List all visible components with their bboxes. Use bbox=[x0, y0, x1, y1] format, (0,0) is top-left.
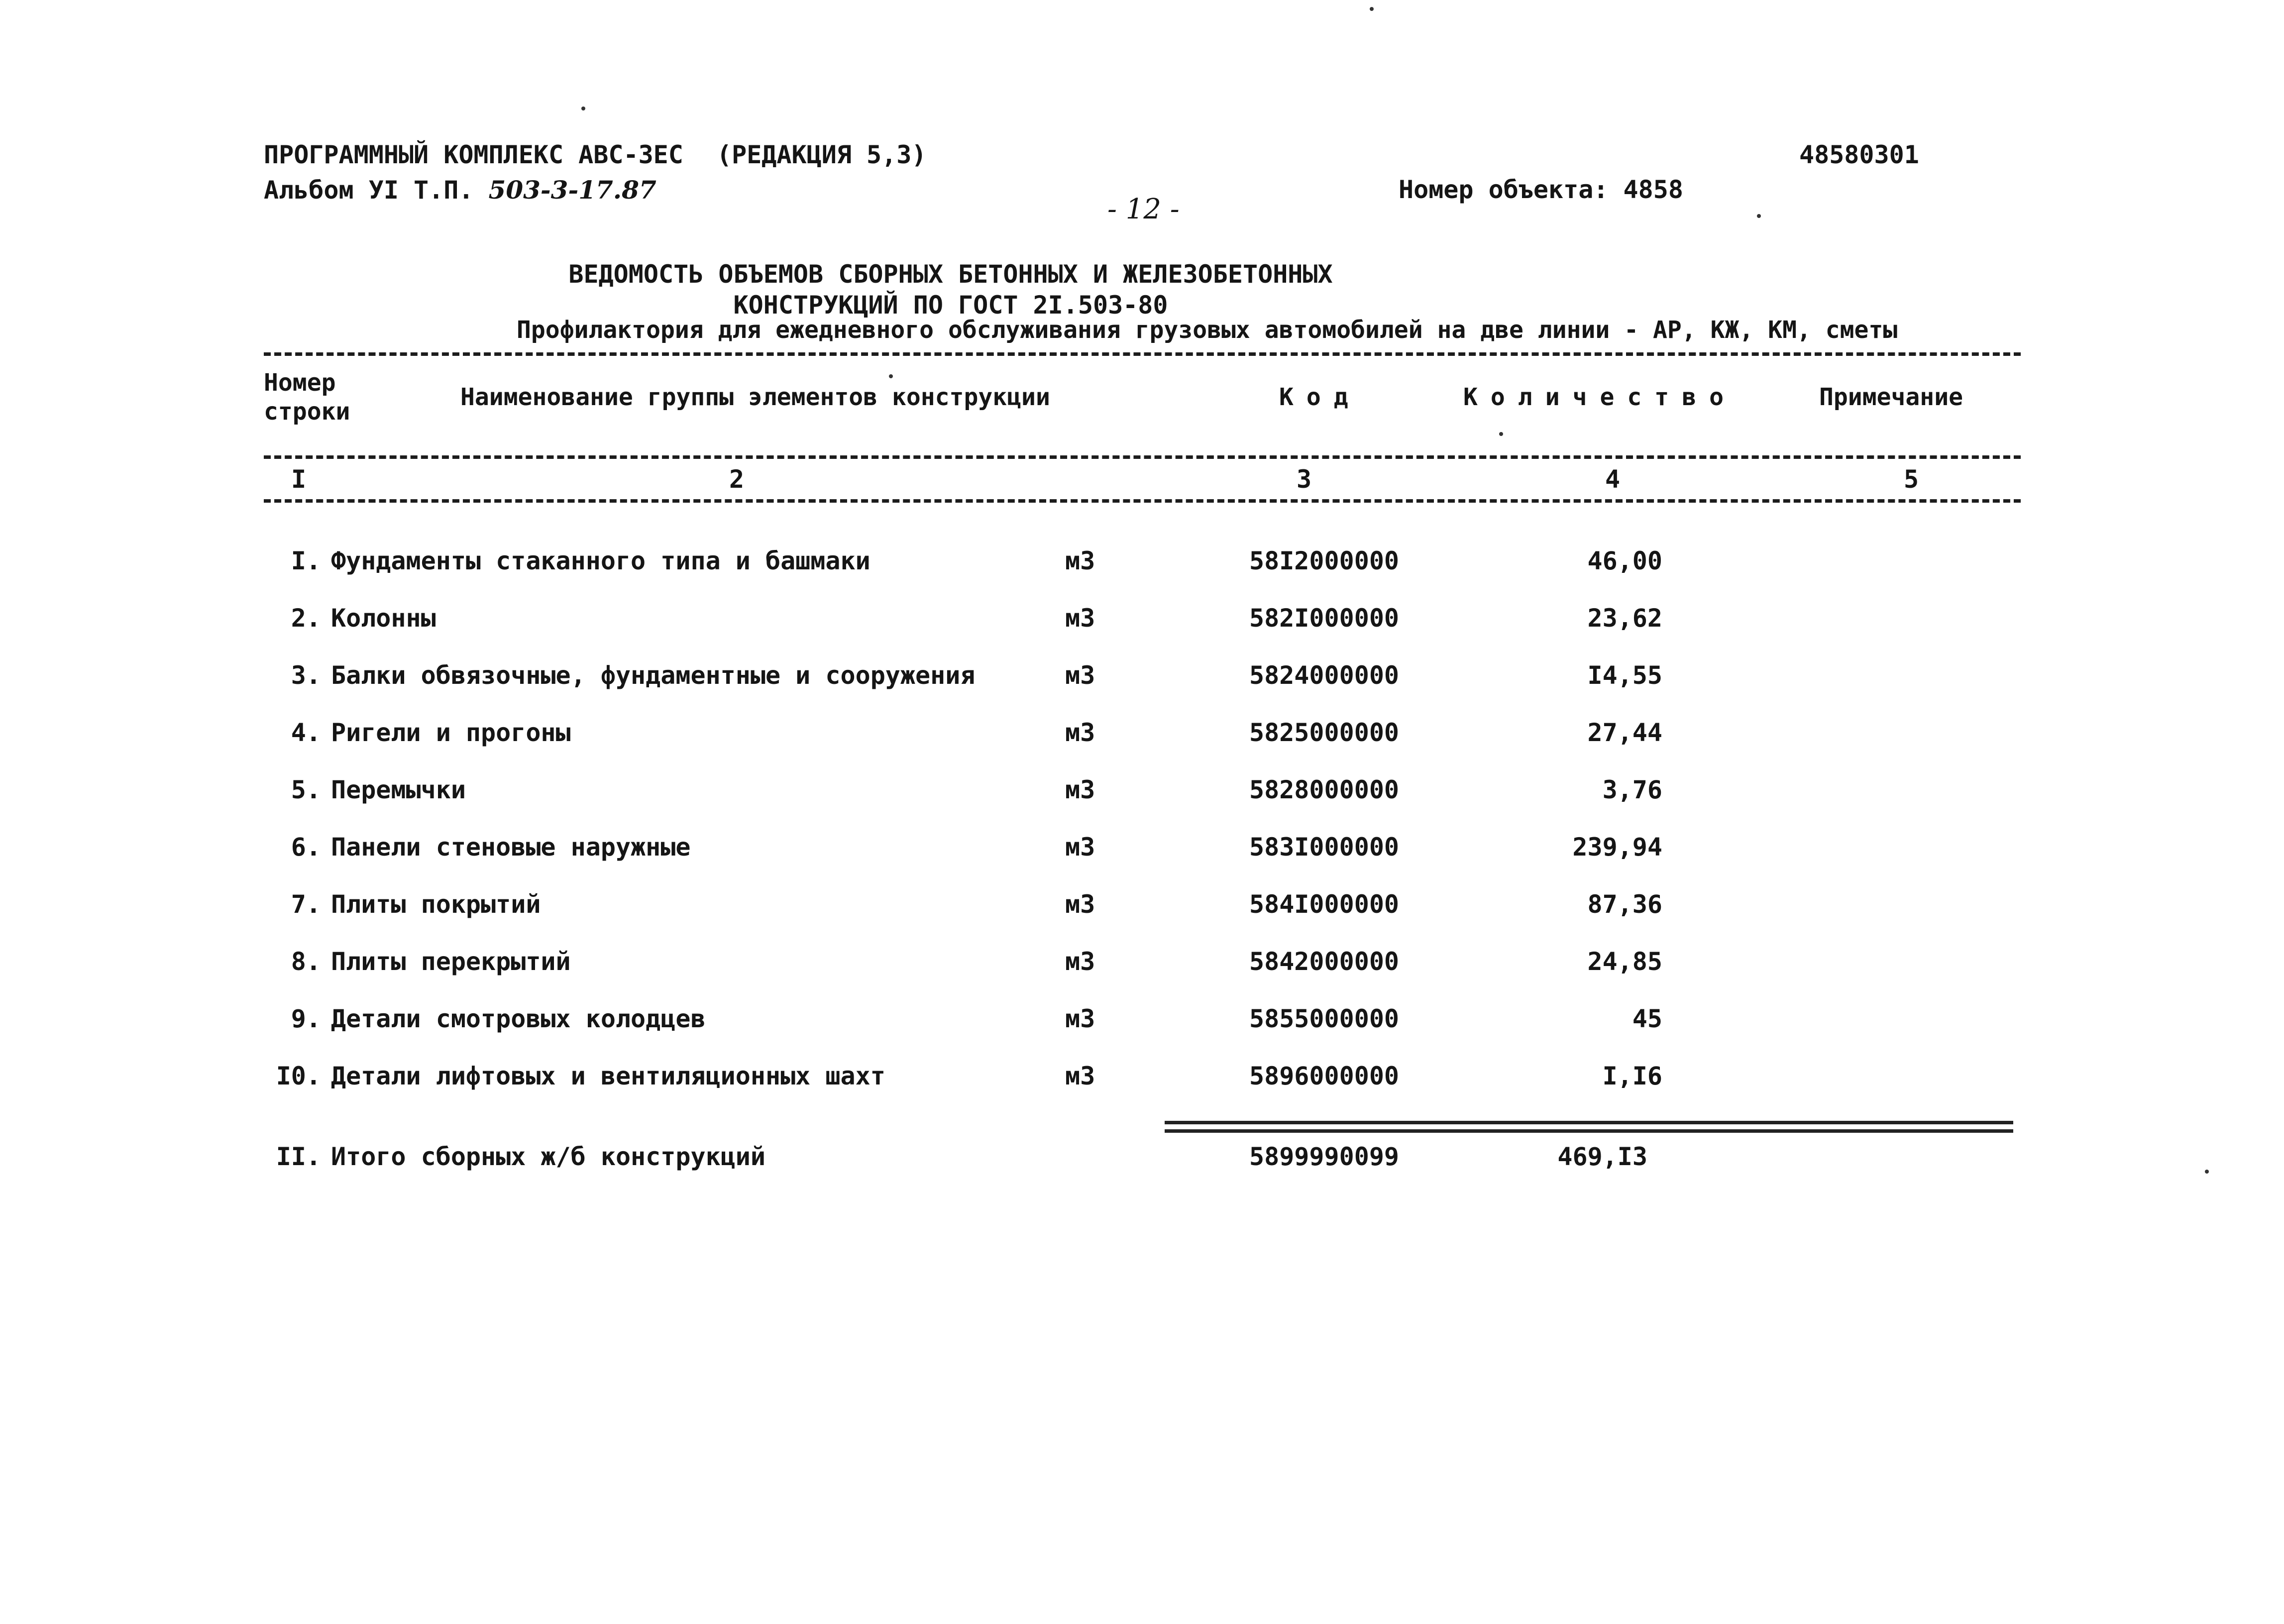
document-code: 48580301 bbox=[1799, 140, 1919, 169]
title-line-2: КОНСТРУКЦИЙ ПО ГОСТ 2I.503-80 bbox=[733, 291, 1168, 320]
header-top-rule bbox=[264, 352, 2021, 356]
row-name: Детали смотровых колодцев bbox=[331, 1004, 706, 1033]
table-row bbox=[0, 661, 2284, 701]
table-row bbox=[0, 1062, 2284, 1101]
col-number-2: 2 bbox=[729, 465, 745, 494]
title-line-1: ВЕДОМОСТЬ ОБЪЕМОВ СБОРНЫХ БЕТОННЫХ И ЖЕЛЕЗОБЕТОННЫХ bbox=[568, 260, 1333, 289]
table-row bbox=[0, 546, 2284, 586]
total-name: Итого сборных ж/б конструкций bbox=[331, 1142, 765, 1171]
row-code: 5824000000 bbox=[1249, 661, 1400, 690]
page-number: - 12 - bbox=[1107, 193, 1180, 225]
col-number-1: I bbox=[291, 465, 307, 494]
col-note: Примечание bbox=[1819, 383, 1963, 411]
row-code: 5842000000 bbox=[1249, 947, 1400, 976]
row-code: 583I000000 bbox=[1249, 833, 1400, 862]
row-number: 8. bbox=[291, 947, 321, 976]
row-code: 582I000000 bbox=[1249, 604, 1400, 633]
row-quantity: 239,94 bbox=[1572, 833, 1662, 862]
row-number: 4. bbox=[291, 718, 321, 747]
table-row bbox=[0, 718, 2284, 758]
row-quantity: 23,62 bbox=[1587, 604, 1662, 633]
object-number: Номер объекта: 4858 bbox=[1399, 175, 1683, 204]
row-quantity: 45 bbox=[1632, 1004, 1662, 1033]
col-name: Наименование группы элементов конструкции bbox=[460, 383, 1050, 411]
row-number: 6. bbox=[291, 833, 321, 862]
row-quantity: 3,76 bbox=[1602, 775, 1662, 804]
scan-speck bbox=[581, 107, 585, 110]
row-code: 58I2000000 bbox=[1249, 546, 1400, 575]
edition: (РЕДАКЦИЯ 5,3) bbox=[717, 140, 927, 169]
row-name: Плиты покрытий bbox=[331, 890, 541, 919]
program-name: ПРОГРАММНЫЙ КОМПЛЕКС АВС-3ЕС bbox=[264, 140, 683, 169]
row-number: I. bbox=[291, 546, 321, 575]
row-name: Перемычки bbox=[331, 775, 466, 804]
row-code: 5825000000 bbox=[1249, 718, 1400, 747]
row-number: 5. bbox=[291, 775, 321, 804]
row-quantity: 24,85 bbox=[1587, 947, 1662, 976]
col-number-3: 3 bbox=[1296, 465, 1312, 494]
row-number: 3. bbox=[291, 661, 321, 690]
scan-speck bbox=[1757, 214, 1761, 218]
table-row bbox=[0, 947, 2284, 987]
row-quantity: 27,44 bbox=[1587, 718, 1662, 747]
title-line-3: Профилактория для ежедневного обслуживания грузовых автомобилей на две линии - АР, КЖ, КМ, сметы bbox=[517, 316, 1898, 344]
row-quantity: I,I6 bbox=[1602, 1062, 1662, 1090]
scan-speck bbox=[889, 374, 893, 378]
row-name: Панели стеновые наружные bbox=[331, 833, 691, 862]
album-handwritten: 503-3-17.87 bbox=[488, 175, 656, 205]
col-quantity: Количество bbox=[1463, 383, 1737, 411]
row-quantity: 87,36 bbox=[1587, 890, 1662, 919]
header-bottom-rule bbox=[264, 499, 2021, 503]
row-name: Плиты перекрытий bbox=[331, 947, 571, 976]
table-row bbox=[0, 775, 2284, 815]
row-unit: м3 bbox=[1065, 546, 1095, 575]
table-row bbox=[0, 604, 2284, 644]
row-name: Колонны bbox=[331, 604, 436, 633]
album-text: Альбом УI Т.П. bbox=[264, 176, 474, 205]
row-code: 5855000000 bbox=[1249, 1004, 1400, 1033]
row-unit: м3 bbox=[1065, 947, 1095, 976]
scan-speck bbox=[1370, 7, 1374, 11]
row-name: Детали лифтовых и вентиляционных шахт bbox=[331, 1062, 885, 1090]
col-row-number bbox=[264, 368, 350, 426]
col-row-number-line2: строки bbox=[264, 398, 350, 426]
row-quantity: I4,55 bbox=[1587, 661, 1662, 690]
row-number: I0. bbox=[276, 1062, 321, 1090]
scan-speck bbox=[2205, 1170, 2209, 1174]
row-unit: м3 bbox=[1065, 718, 1095, 747]
row-unit: м3 bbox=[1065, 890, 1095, 919]
col-code: Код bbox=[1279, 383, 1361, 411]
row-number: 7. bbox=[291, 890, 321, 919]
row-code: 5828000000 bbox=[1249, 775, 1400, 804]
table-row bbox=[0, 1004, 2284, 1044]
row-unit: м3 bbox=[1065, 833, 1095, 862]
row-unit: м3 bbox=[1065, 661, 1095, 690]
total-double-rule bbox=[1165, 1121, 2013, 1133]
row-name: Балки обвязочные, фундаментные и сооружения bbox=[331, 661, 976, 690]
row-code: 5896000000 bbox=[1249, 1062, 1400, 1090]
col-row-number-line1: Номер bbox=[264, 369, 336, 397]
row-unit: м3 bbox=[1065, 604, 1095, 633]
scan-speck bbox=[1499, 432, 1503, 436]
col-number-4: 4 bbox=[1605, 465, 1621, 494]
row-unit: м3 bbox=[1065, 1062, 1095, 1090]
table-row bbox=[0, 833, 2284, 872]
total-quantity: 469,I3 bbox=[1557, 1142, 1647, 1171]
total-number: II. bbox=[276, 1142, 321, 1171]
row-number: 2. bbox=[291, 604, 321, 633]
row-name: Ригели и прогоны bbox=[331, 718, 571, 747]
row-name: Фундаменты стаканного типа и башмаки bbox=[331, 546, 870, 575]
row-code: 584I000000 bbox=[1249, 890, 1400, 919]
row-quantity: 46,00 bbox=[1587, 546, 1662, 575]
col-number-5: 5 bbox=[1903, 465, 1919, 494]
row-unit: м3 bbox=[1065, 775, 1095, 804]
header-mid-rule bbox=[264, 455, 2021, 459]
total-code: 5899990099 bbox=[1249, 1142, 1400, 1171]
row-unit: м3 bbox=[1065, 1004, 1095, 1033]
table-row bbox=[0, 890, 2284, 930]
album-label bbox=[264, 175, 656, 205]
row-number: 9. bbox=[291, 1004, 321, 1033]
total-row bbox=[0, 1142, 2284, 1182]
